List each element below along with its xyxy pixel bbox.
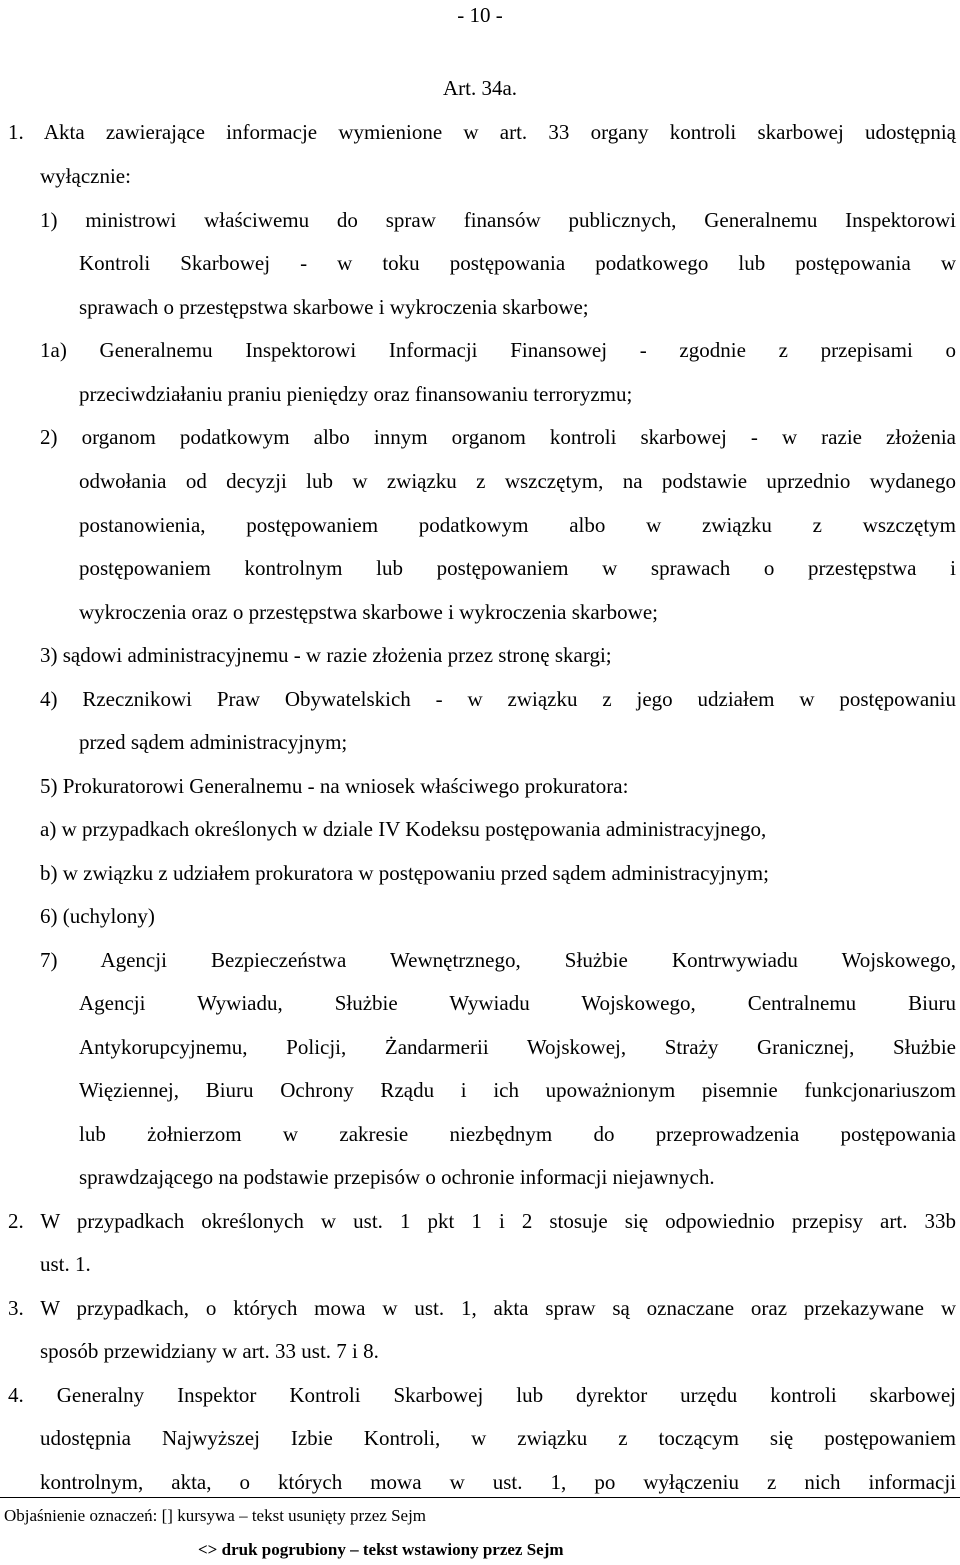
page-number: - 10 - [457,3,503,27]
text-line: sprawdzającego na podstawie przepisów o ochronie informacji niejawnych. [79,1165,715,1189]
text-line: 1. Akta zawierające informacje wymienione w art. 33 organy kontroli skarbowej udostępnią [8,120,956,144]
text-line: 2. W przypadkach określonych w ust. 1 pkt 1 i 2 stosuje się odpowiednio przepisy art. 33b [8,1209,956,1233]
text-line: udostępnia Najwyższej Izbie Kontroli, w związku z toczącym się postępowaniem [40,1426,956,1450]
text-line: kontrolnym, akta, o których mowa w ust. 1, po wyłączeniu z nich informacji [40,1470,956,1494]
text-line: 7) Agencji Bezpieczeństwa Wewnętrznego, Służbie Kontrwywiadu Wojskowego, [40,948,956,972]
text-line: Więziennej, Biuru Ochrony Rządu i ich upoważnionym pisemnie funkcjonariuszom [79,1078,956,1102]
text-line: Kontroli Skarbowej - w toku postępowania podatkowego lub postępowania w [79,251,956,275]
text-line: 3) sądowi administracyjnemu - w razie złożenia przez stronę skargi; [40,643,612,667]
text-line: lub żołnierzom w zakresie niezbędnym do przeprowadzenia postępowania [79,1122,956,1146]
text-line: 5) Prokuratorowi Generalnemu - na wniosek właściwego prokuratora: [40,774,629,798]
text-line: 1a) Generalnemu Inspektorowi Informacji Finansowej - zgodnie z przepisami o [40,338,956,362]
text-line: a) w przypadkach określonych w dziale IV Kodeksu postępowania administracyjnego, [40,817,767,841]
legend-line-bold: <> druk pogrubiony – tekst wstawiony przez Sejm [198,1540,564,1559]
article-title: Art. 34a. [442,76,518,100]
text-line: 3. W przypadkach, o których mowa w ust. 1, akta spraw są oznaczane oraz przekazywane w [8,1296,956,1320]
text-line: postanowienia, postępowaniem podatkowym albo w związku z wszczętym [79,513,956,537]
text-line: Antykorupcyjnemu, Policji, Żandarmerii Wojskowej, Straży Granicznej, Służbie [79,1035,956,1059]
text-line: przed sądem administracyjnym; [79,730,348,754]
text-line: 2) organom podatkowym albo innym organom kontroli skarbowej - w razie złożenia [40,425,956,449]
text-line: 6) (uchylony) [40,904,155,928]
text-line: wyłącznie: [40,164,131,188]
text-line: wykroczenia oraz o przestępstwa skarbowe i wykroczenia skarbowe; [79,600,659,624]
text-line: odwołania od decyzji lub w związku z wszczętym, na podstawie uprzednio wydanego [79,469,956,493]
text-line: Agencji Wywiadu, Służbie Wywiadu Wojskowego, Centralnemu Biuru [79,991,956,1015]
text-line: przeciwdziałaniu praniu pieniędzy oraz finansowaniu terroryzmu; [79,382,633,406]
footer-legend [0,1497,960,1559]
text-line: ust. 1. [40,1252,91,1276]
legend-line-italic: Objaśnienie oznaczeń: [] kursywa – tekst usunięty przez Sejm [4,1506,427,1525]
text-line: 1) ministrowi właściwemu do spraw finansów publicznych, Generalnemu Inspektorowi [40,208,956,232]
text-line: postępowaniem kontrolnym lub postępowaniem w sprawach o przestępstwa i [79,556,956,580]
text-line: b) w związku z udziałem prokuratora w postępowaniu przed sądem administracyjnym; [40,861,769,885]
text-line: sprawach o przestępstwa skarbowe i wykroczenia skarbowe; [79,295,589,319]
text-line: 4. Generalny Inspektor Kontroli Skarbowej lub dyrektor urzędu kontroli skarbowej [8,1383,956,1407]
text-line: sposób przewidziany w art. 33 ust. 7 i 8. [40,1339,379,1363]
text-line: 4) Rzecznikowi Praw Obywatelskich - w związku z jego udziałem w postępowaniu [40,687,956,711]
